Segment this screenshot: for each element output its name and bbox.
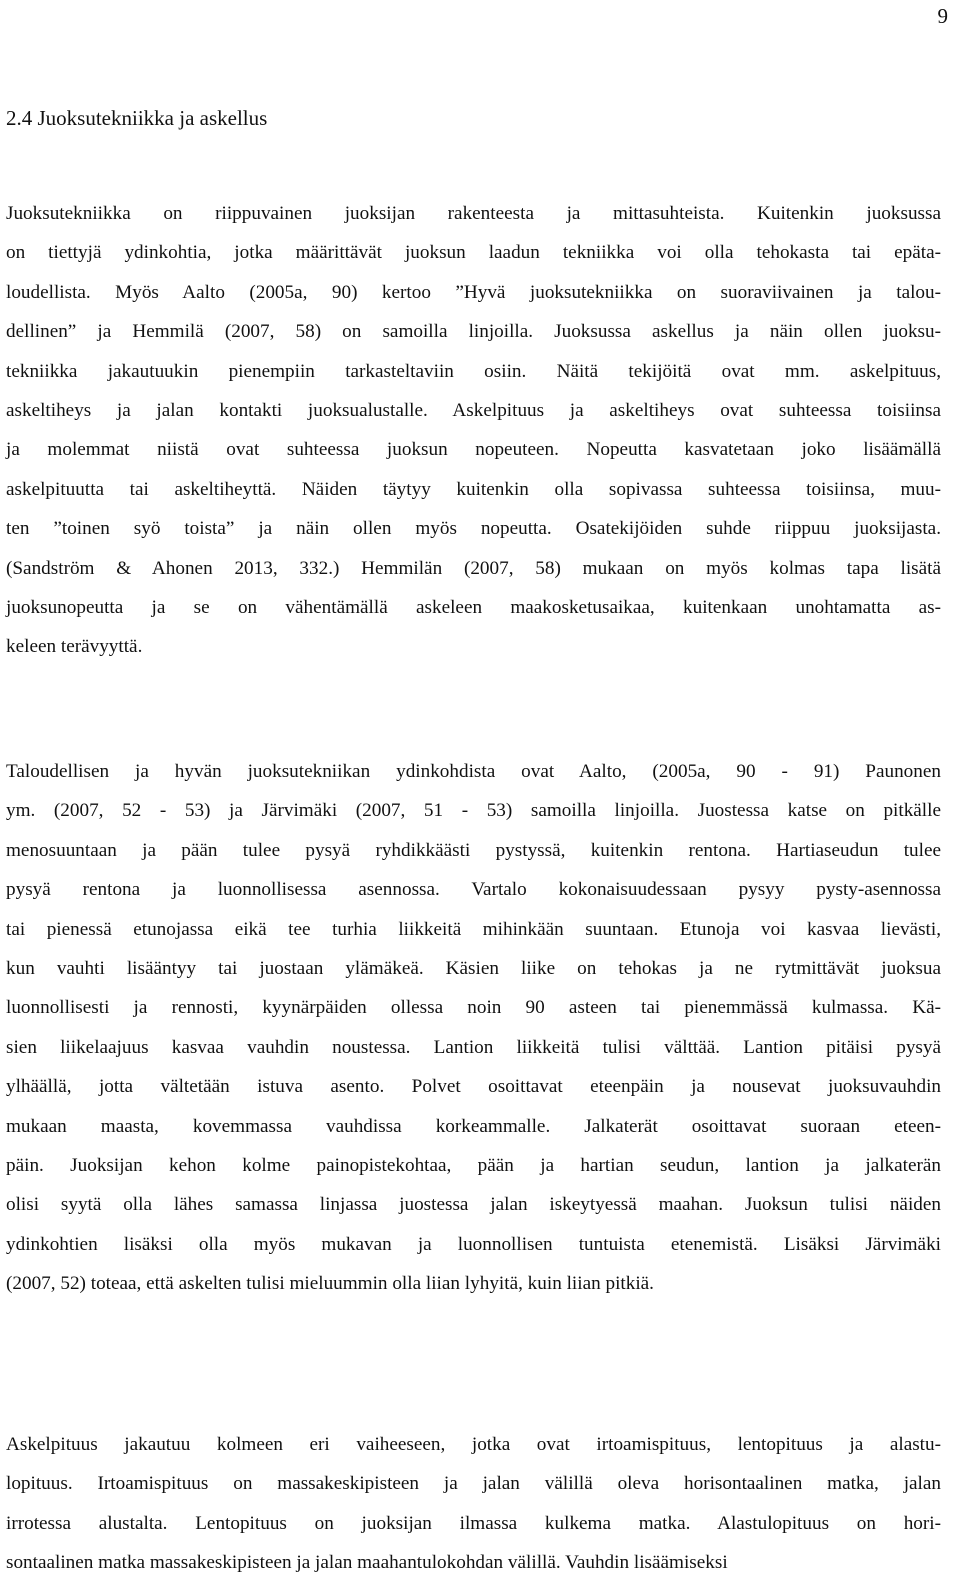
paragraph-2-line: ydinkohtien lisäksi olla myös mukavan ja luonnollisen tuntuista etenemistä. Lisäksi Järvimäki	[6, 1233, 941, 1255]
paragraph-1-line: Juoksutekniikka on riippuvainen juoksijan rakenteesta ja mittasuhteista. Kuitenkin juoksussa	[6, 203, 941, 224]
paragraph-2-line: olisi syytä olla lähes samassa linjassa juostessa jalan iskeytyessä maahan. Juoksun tulisi näiden	[6, 1194, 941, 1216]
paragraph-2-line: Taloudellisen ja hyvän juoksutekniikan ydinkohdista ovat Aalto, (2005a, 90 - 91) Paunonen	[6, 761, 941, 782]
page-number: 9	[937, 4, 948, 28]
paragraph-1-line: juoksunopeutta ja se on vähentämällä askeleen maakosketusaikaa, kuitenkaan unohtamatta as-	[6, 597, 941, 618]
paragraph-2-line: kun vauhti lisääntyy tai juostaan ylämäkeä. Käsien liike on tehokas ja ne rytmittävät juoksua	[6, 958, 941, 979]
paragraph-1-line: ja molemmat niistä ovat suhteessa juoksun nopeuteen. Nopeutta kasvatetaan joko lisäämällä	[6, 439, 941, 461]
paragraph-1-line: keleen terävyyttä.	[6, 636, 143, 658]
paragraph-1-line: dellinen” ja Hemmilä (2007, 58) on samoilla linjoilla. Juoksussa askellus ja näin ollen juoksu-	[6, 321, 941, 343]
paragraph-2-line: (2007, 52) toteaa, että askelten tulisi mieluummin olla liian lyhyitä, kuin liian pitkiä.	[6, 1273, 654, 1295]
paragraph-3-line: sontaalinen matka massakeskipisteen ja jalan maahantulokohdan välillä. Vauhdin lisäämiseksi	[6, 1552, 728, 1574]
paragraph-2-line: luonnollisesti ja rennosti, kyynärpäiden ollessa noin 90 asteen tai pienemmässä kulmassa. Kä-	[6, 997, 941, 1019]
paragraph-2-line: menosuuntaan ja pään tulee pysyä ryhdikkäästi pystyssä, kuitenkin rentona. Hartiaseudun tulee	[6, 839, 941, 861]
paragraph-2-line: sien liikelaajuus kasvaa vauhdin noustessa. Lantion liikkeitä tulisi välttää. Lantion pitäisi pysyä	[6, 1036, 941, 1058]
paragraph-1-line: tekniikka jakautuukin pienempiin tarkasteltaviin osiin. Näitä tekijöitä ovat mm. askelpituus,	[6, 360, 941, 382]
paragraph-2-line: pysyä rentona ja luonnollisessa asennossa. Vartalo kokonaisuudessaan pysyy pysty-asennossa	[6, 879, 941, 901]
paragraph-3-line: Askelpituus jakautuu kolmeen eri vaiheeseen, jotka ovat irtoamispituus, lentopituus ja alastu-	[6, 1434, 941, 1455]
paragraph-3-line: irrotessa alustalta. Lentopituus on juoksijan ilmassa kulkema matka. Alastulopituus on hori-	[6, 1512, 941, 1534]
paragraph-1-line: (Sandström & Ahonen 2013, 332.) Hemmilän (2007, 58) mukaan on myös kolmas tapa lisätä	[6, 557, 941, 579]
paragraph-3-line: lopituus. Irtoamispituus on massakeskipisteen ja jalan välillä oleva horisontaalinen matka, jalan	[6, 1473, 941, 1495]
section-heading: 2.4 Juoksutekniikka ja askellus	[6, 106, 268, 130]
paragraph-1-line: ten ”toinen syö toista” ja näin ollen myös nopeutta. Osatekijöiden suhde riippuu juoksijasta.	[6, 518, 941, 540]
paragraph-2-line: päin. Juoksijan kehon kolme painopistekohtaa, pään ja hartian seudun, lantion ja jalkaterän	[6, 1155, 941, 1176]
paragraph-2-line: tai pienessä etunojassa eikä tee turhia liikkeitä mihinkään suuntaan. Etunoja voi kasvaa lievästi,	[6, 918, 941, 940]
paragraph-1-line: askeltiheys ja jalan kontakti juoksualustalle. Askelpituus ja askeltiheys ovat suhteessa toisiinsa	[6, 400, 941, 421]
paragraph-1-line: askelpituutta tai askeltiheyttä. Näiden täytyy kuitenkin olla sopivassa suhteessa toisiinsa, muu-	[6, 478, 941, 500]
paragraph-2-line: ym. (2007, 52 - 53) ja Järvimäki (2007, 51 - 53) samoilla linjoilla. Juostessa katse on pitkälle	[6, 800, 941, 822]
paragraph-1-line: loudellista. Myös Aalto (2005a, 90) kertoo ”Hyvä juoksutekniikka on suoraviivainen ja talou-	[6, 281, 941, 303]
paragraph-2-line: ylhäällä, jotta vältetään istuva asento. Polvet osoittavat eteenpäin ja nousevat juoksuvauhdin	[6, 1076, 941, 1098]
paragraph-1-line: on tiettyjä ydinkohtia, jotka määrittävät juoksun laadun tekniikka voi olla tehokasta tai epäta-	[6, 242, 941, 264]
paragraph-2-line: mukaan maasta, kovemmassa vauhdissa korkeammalle. Jalkaterät osoittavat suoraan eteen-	[6, 1115, 941, 1137]
